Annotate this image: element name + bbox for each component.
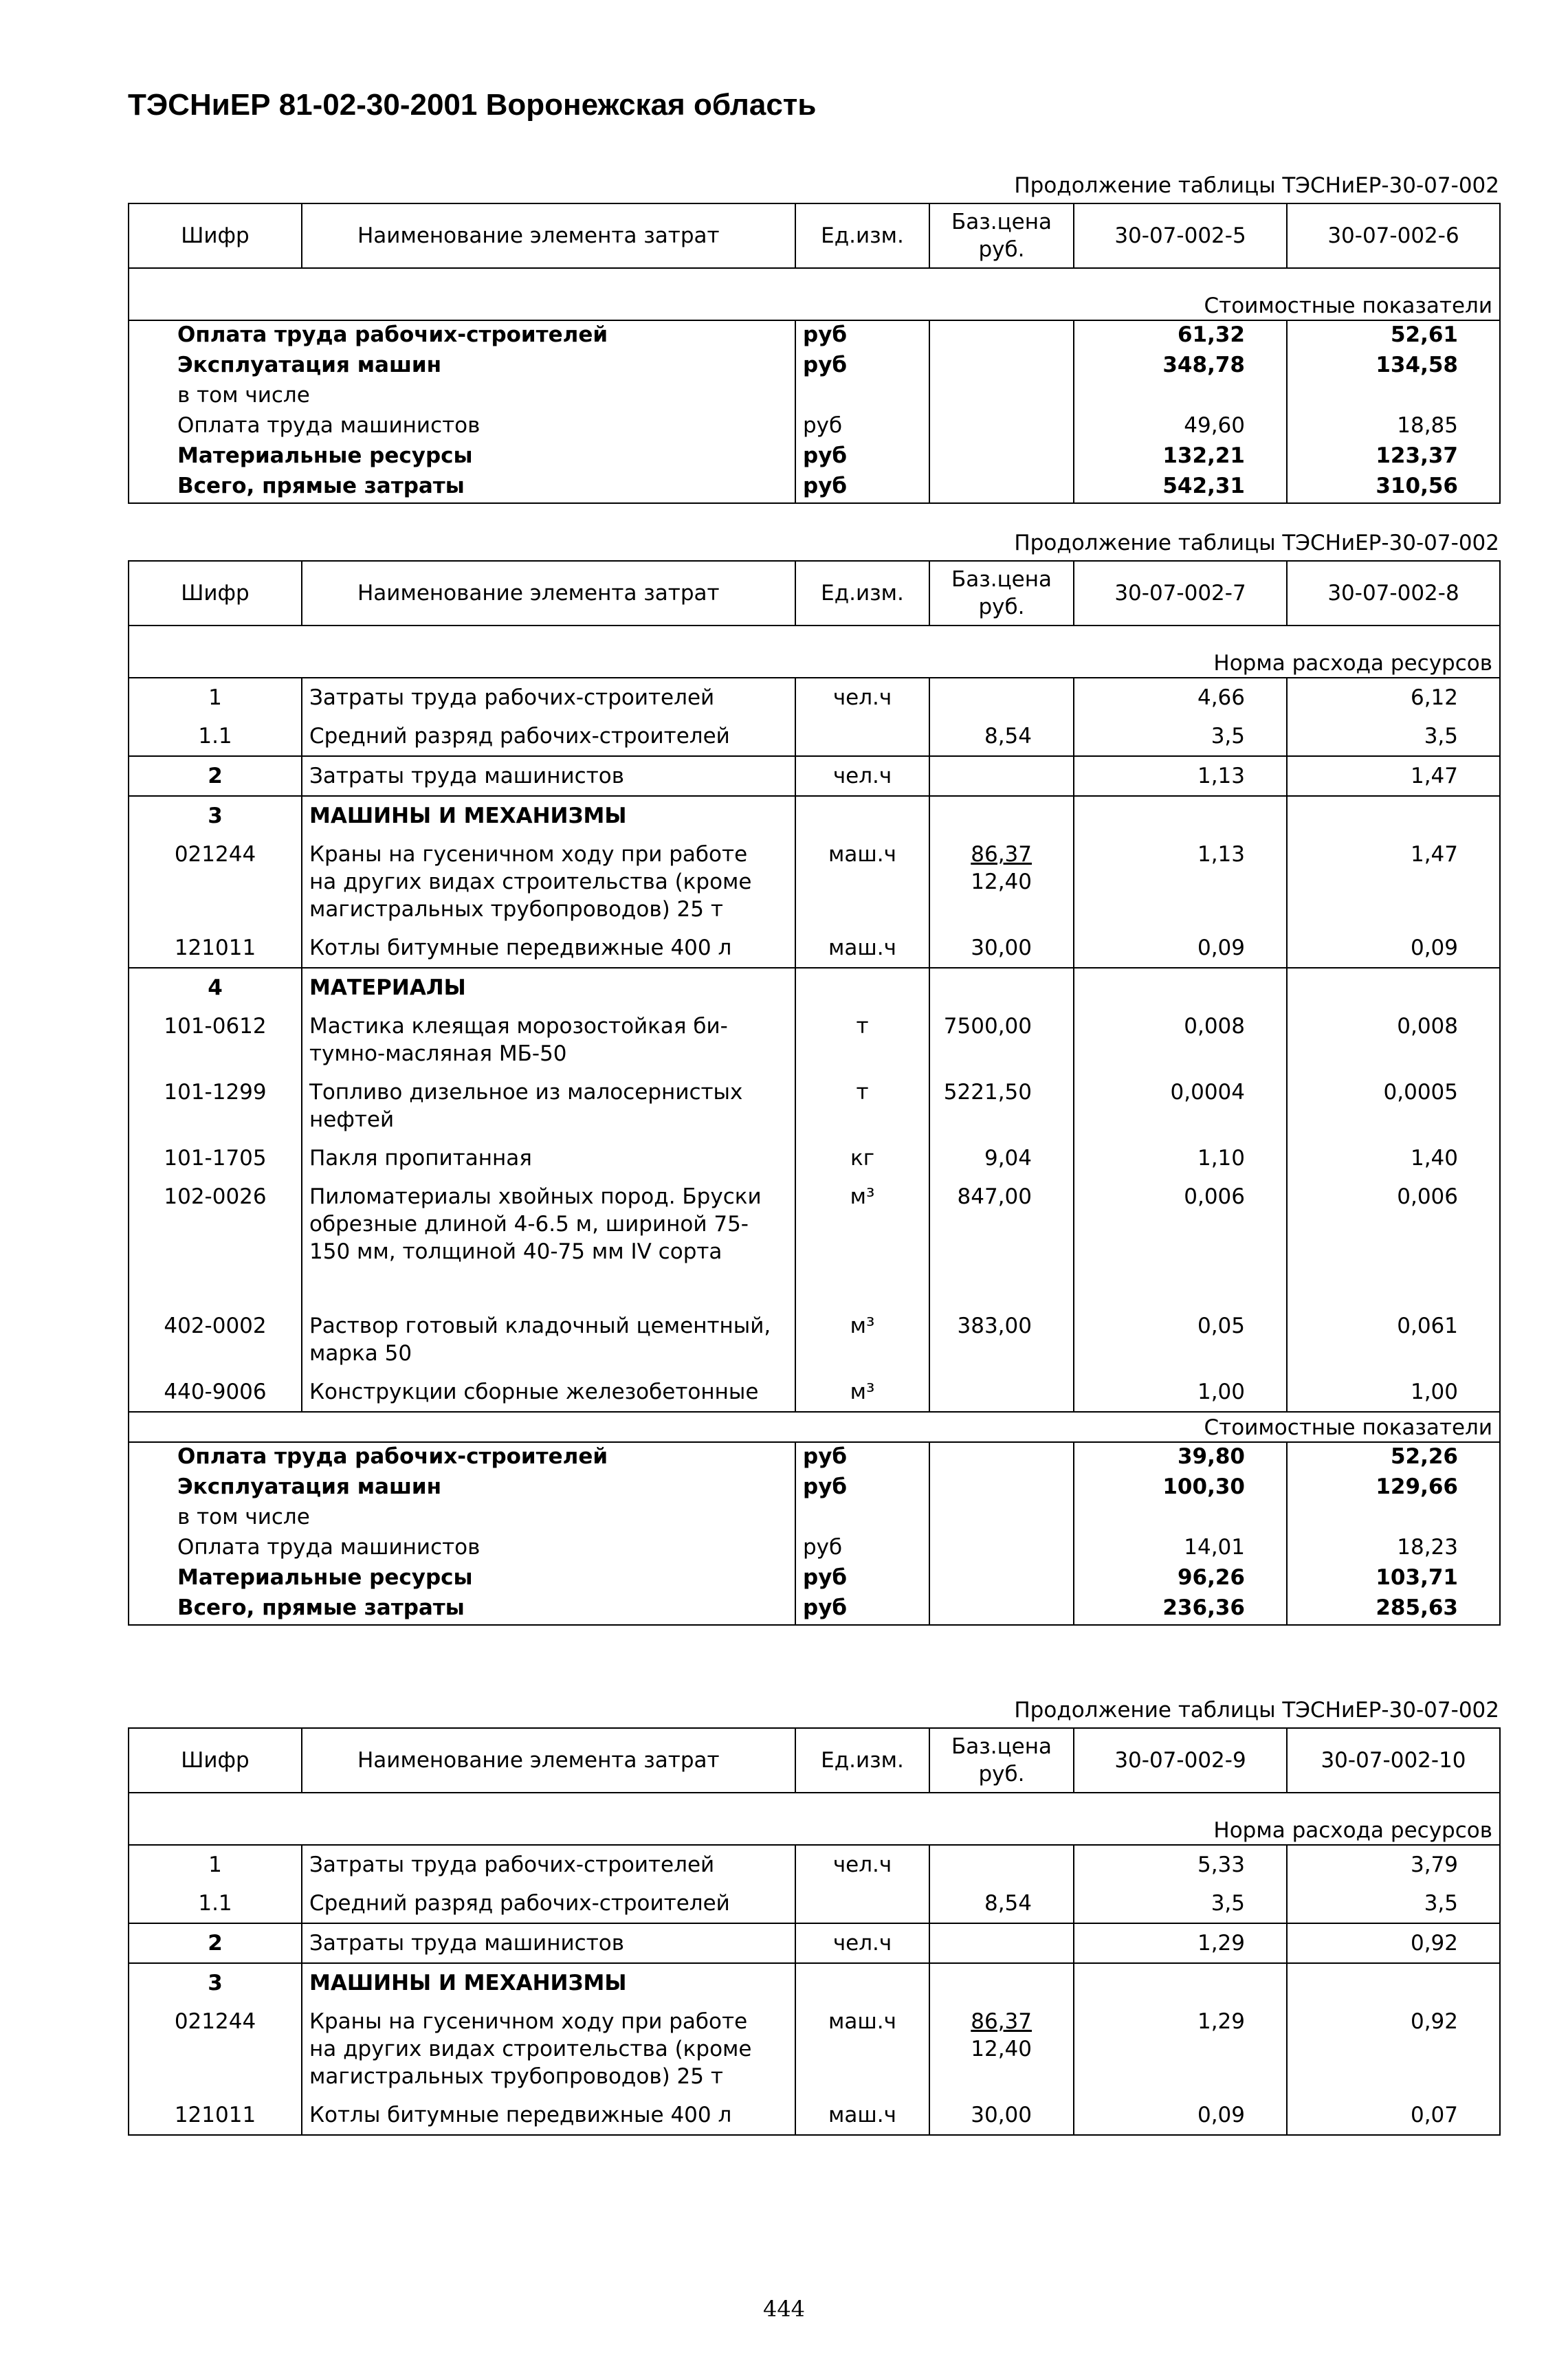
cost-unit: руб (795, 1442, 929, 1473)
col-header-code: Шифр (129, 203, 302, 268)
col-header-name: Наименование элемента затрат (302, 561, 795, 626)
cost-label: Оплата труда машинистов (129, 412, 795, 442)
cost-value-b: 134,58 (1287, 351, 1500, 381)
table-row: 440-9006 Конструкции сборные железобетонные м³ 1,00 1,00 (129, 1373, 1500, 1412)
cost-unit: руб (795, 412, 929, 442)
table-row: 3 МАШИНЫ И МЕХАНИЗМЫ (129, 796, 1500, 835)
cost-value-b: 123,37 (1287, 442, 1500, 472)
cost-label: Эксплуатация машин (129, 1473, 795, 1503)
col-header-unit: Ед.изм. (795, 561, 929, 626)
cost-unit: руб (795, 442, 929, 472)
table-row: 102-0026 Пиломатериалы хвойных пород. Бруски обрезные длиной 4-6.5 м, шириной 75- 150 мм, толщиной 40-75 мм IV сорта м³ 847,00 0,006 0,006 (129, 1177, 1500, 1307)
cost-label: Материальные ресурсы (129, 1564, 795, 1594)
table-caption: Продолжение таблицы ТЭСНиЕР-30-07-002 (1014, 173, 1499, 198)
cost-label: Оплата труда рабочих-строителей (129, 1442, 795, 1473)
cost-unit: руб (795, 1564, 929, 1594)
cost-unit: руб (795, 1594, 929, 1625)
col-header-unit: Ед.изм. (795, 1728, 929, 1793)
table-caption: Продолжение таблицы ТЭСНиЕР-30-07-002 (1014, 531, 1499, 555)
col-header-norm-b: 30-07-002-10 (1287, 1728, 1500, 1793)
table-row: 4 МАТЕРИАЛЫ (129, 968, 1500, 1007)
section-heading: Стоимостные показатели (129, 1412, 1500, 1442)
section-heading: Норма расхода ресурсов (129, 648, 1500, 678)
page-title: ТЭСНиЕР 81-02-30-2001 Воронежская область (128, 88, 817, 122)
norms-table-2 (128, 560, 1501, 1626)
cost-unit: руб (795, 351, 929, 381)
cost-value-b: 103,71 (1287, 1564, 1500, 1594)
col-header-code: Шифр (129, 561, 302, 626)
col-header-name: Наименование элемента затрат (302, 203, 795, 268)
norms-table-1 (128, 203, 1501, 504)
col-header-price: Баз.цена руб. (929, 561, 1074, 626)
cost-label: Эксплуатация машин (129, 351, 795, 381)
table-row: 1 Затраты труда рабочих-строителей чел.ч 4,66 6,12 (129, 678, 1500, 717)
cost-value-a: 132,21 (1074, 442, 1287, 472)
col-header-norm-a: 30-07-002-9 (1074, 1728, 1287, 1793)
table-row: 2 Затраты труда машинистов чел.ч 1,13 1,47 (129, 756, 1500, 796)
table-row: 3 МАШИНЫ И МЕХАНИЗМЫ (129, 1963, 1500, 2002)
cost-label: Материальные ресурсы (129, 442, 795, 472)
cost-value-b: 18,85 (1287, 412, 1500, 442)
cost-value-a: 542,31 (1074, 472, 1287, 503)
cost-label: Всего, прямые затраты (129, 1594, 795, 1625)
cost-value-a: 96,26 (1074, 1564, 1287, 1594)
col-header-name: Наименование элемента затрат (302, 1728, 795, 1793)
cost-label: Оплата труда рабочих-строителей (129, 320, 795, 351)
cost-value-a: 39,80 (1074, 1442, 1287, 1473)
cost-unit: руб (795, 1534, 929, 1564)
table-row: 121011 Котлы битумные передвижные 400 л маш.ч 30,00 0,09 0,07 (129, 2096, 1500, 2135)
cost-label: Оплата труда машинистов (129, 1534, 795, 1564)
col-header-norm-a: 30-07-002-7 (1074, 561, 1287, 626)
cost-value-a: 61,32 (1074, 320, 1287, 351)
col-header-norm-b: 30-07-002-8 (1287, 561, 1500, 626)
section-heading: Стоимостные показатели (129, 291, 1500, 320)
cost-unit: руб (795, 1473, 929, 1503)
cost-label: Всего, прямые затраты (129, 472, 795, 503)
cost-unit: руб (795, 472, 929, 503)
col-header-norm-b: 30-07-002-6 (1287, 203, 1500, 268)
section-heading: Норма расхода ресурсов (129, 1815, 1500, 1845)
cost-label: в том числе (129, 1503, 795, 1534)
col-header-price: Баз.цена руб. (929, 203, 1074, 268)
norms-table-3 (128, 1727, 1501, 2136)
cost-value-b: 310,56 (1287, 472, 1500, 503)
cost-value-a: 14,01 (1074, 1534, 1287, 1564)
col-header-norm-a: 30-07-002-5 (1074, 203, 1287, 268)
table-row: 1.1 Средний разряд рабочих-строителей 8,54 3,5 3,5 (129, 717, 1500, 756)
table-row: 101-1299 Топливо дизельное из малосернистых нефтей т 5221,50 0,0004 0,0005 (129, 1073, 1500, 1139)
table-row: 101-1705 Пакля пропитанная кг 9,04 1,10 1,40 (129, 1139, 1500, 1177)
table-row: 402-0002 Раствор готовый кладочный цементный, марка 50 м³ 383,00 0,05 0,061 (129, 1307, 1500, 1373)
table-row: 1 Затраты труда рабочих-строителей чел.ч 5,33 3,79 (129, 1845, 1500, 1884)
cost-value-b: 52,26 (1287, 1442, 1500, 1473)
cost-value-b: 129,66 (1287, 1473, 1500, 1503)
cost-value-b: 285,63 (1287, 1594, 1500, 1625)
cost-value-a: 236,36 (1074, 1594, 1287, 1625)
table-row: 121011 Котлы битумные передвижные 400 л маш.ч 30,00 0,09 0,09 (129, 929, 1500, 968)
page-number: 444 (762, 2296, 806, 2322)
table-row: 1.1 Средний разряд рабочих-строителей 8,54 3,5 3,5 (129, 1884, 1500, 1923)
cost-value-a: 100,30 (1074, 1473, 1287, 1503)
table-row: 101-0612 Мастика клеящая морозостойкая би- тумно-масляная МБ-50 т 7500,00 0,008 0,008 (129, 1007, 1500, 1073)
cost-value-a: 49,60 (1074, 412, 1287, 442)
col-header-price: Баз.цена руб. (929, 1728, 1074, 1793)
table-row: 021244 Краны на гусеничном ходу при работе на других видах строительства (кроме магистральных трубопроводов) 25 т маш.ч 86,37 12,40 1,29 0,92 (129, 2002, 1500, 2096)
cost-value-b: 18,23 (1287, 1534, 1500, 1564)
table-caption: Продолжение таблицы ТЭСНиЕР-30-07-002 (1014, 1698, 1499, 1723)
cost-unit: руб (795, 320, 929, 351)
cost-label: в том числе (129, 381, 795, 412)
col-header-unit: Ед.изм. (795, 203, 929, 268)
col-header-code: Шифр (129, 1728, 302, 1793)
cost-value-b: 52,61 (1287, 320, 1500, 351)
cost-value-a: 348,78 (1074, 351, 1287, 381)
table-row: 2 Затраты труда машинистов чел.ч 1,29 0,92 (129, 1923, 1500, 1963)
table-row: 021244 Краны на гусеничном ходу при работе на других видах строительства (кроме магистральных трубопроводов) 25 т маш.ч 86,37 12,40 1,13 1,47 (129, 835, 1500, 929)
